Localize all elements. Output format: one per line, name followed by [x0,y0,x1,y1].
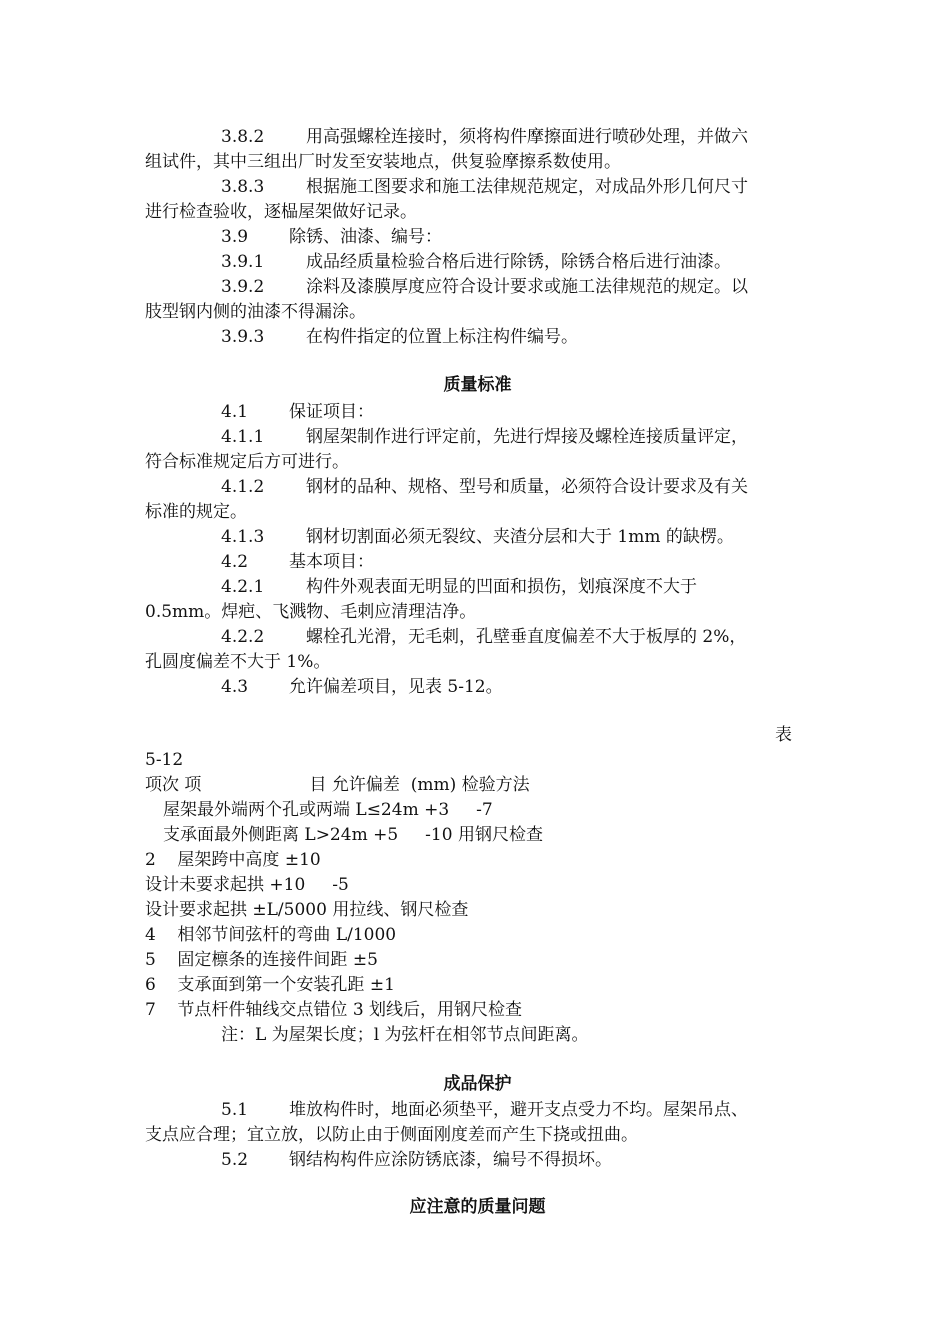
clause-number: 3.9.2 [221,277,265,297]
para-4-2-1-line1: 4.2.1 构件外观表面无明显的凹面和损伤，划痕深度不大于 [221,575,810,600]
para-4-2-2-line1: 4.2.2 螺栓孔光滑，无毛刺，孔壁垂直度偏差不大于板厚的 2%， [221,625,810,650]
table-row: 设计未要求起拱 +10 -5 [145,875,349,895]
para-3-8-2-line1: 3.8.2 用高强螺栓连接时，须将构件摩擦面进行喷砂处理，并做六 [221,125,810,150]
clause-number: 3.8.2 [221,127,265,147]
para-5-1-line2: 支点应合理；宜立放，以防止由于侧面刚度差而产生下挠或扭曲。 [145,1125,638,1145]
table-row: 5 固定檩条的连接件间距 ±5 [145,950,378,970]
clause-number: 4.2 [221,552,249,572]
table-row: 支承面最外侧距离 L>24m +5 -10 用钢尺检查 [163,825,543,845]
table-row: 屋架最外端两个孔或两端 L≤24m +3 -7 [163,800,493,820]
clause-number: 3.9 [221,227,249,247]
table-header: 项次 项 目 允许偏差 (mm) 检验方法 [145,775,530,795]
para-4-1-1-line2: 符合标准规定后方可进行。 [145,452,349,472]
table-note: 注：L 为屋架长度；l 为弦杆在相邻节点间距离。 [221,1025,589,1045]
para-3-9-2-line1: 3.9.2 涂料及漆膜厚度应符合设计要求或施工法律规范的规定。以 [221,275,810,300]
para-3-9-1: 3.9.1 成品经质量检验合格后进行除锈，除锈合格后进行油漆。 [221,250,810,275]
para-3-9-3: 3.9.3 在构件指定的位置上标注构件编号。 [221,325,810,350]
clause-number: 3.9.3 [221,327,265,347]
table-row: 7 节点杆件轴线交点错位 3 划线后，用钢尺检查 [145,1000,523,1020]
table-row: 4 相邻节间弦杆的弯曲 L/1000 [145,925,397,945]
para-5-1-line1: 5.1 堆放构件时，地面必须垫平，避开支点受力不均。屋架吊点、 [221,1098,810,1123]
clause-number: 4.1.1 [221,427,265,447]
clause-number: 4.1.2 [221,477,265,497]
para-5-2: 5.2 钢结构构件应涂防锈底漆，编号不得损坏。 [221,1148,810,1173]
para-4-1-3: 4.1.3 钢材切割面必须无裂纹、夹渣分层和大于 1mm 的缺楞。 [221,525,810,550]
clause-number: 5.2 [221,1150,249,1170]
para-3-8-3-line1: 3.8.3 根据施工图要求和施工法律规范规定，对成品外形几何尺寸 [221,175,810,200]
clause-number: 3.8.3 [221,177,265,197]
para-4-2-1-line2: 0.5mm。焊疤、飞溅物、毛刺应清理洁净。 [145,602,477,622]
clause-number: 4.2.1 [221,577,265,597]
section-heading-issues: 应注意的质量问题 [409,1197,546,1217]
para-4-3: 4.3 允许偏差项目，见表 5-12。 [221,675,810,700]
table-row: 设计要求起拱 ±L/5000 用拉线、钢尺检查 [145,900,469,920]
clause-number: 4.2.2 [221,627,265,647]
para-4-1-2-line1: 4.1.2 钢材的品种、规格、型号和质量，必须符合设计要求及有关 [221,475,810,500]
clause-number: 4.3 [221,677,249,697]
para-4-1: 4.1 保证项目： [221,400,810,425]
para-4-1-2-line2: 标准的规定。 [145,502,247,522]
table-row: 2 屋架跨中高度 ±10 [145,850,321,870]
para-4-2-2-line2: 孔圆度偏差不大于 1%。 [145,652,331,672]
para-3-9-2-line2: 肢型钢内侧的油漆不得漏涂。 [145,302,366,322]
table-number: 5-12 [145,750,184,770]
clause-number: 3.9.1 [221,252,265,272]
clause-number: 4.1 [221,402,249,422]
table-row: 6 支承面到第一个安装孔距 ±1 [145,975,395,995]
section-heading-quality: 质量标准 [443,375,512,395]
clause-number: 4.1.3 [221,527,265,547]
table-label: 表 [775,725,792,745]
para-3-9: 3.9 除锈、油漆、编号： [221,225,810,250]
section-heading-protection: 成品保护 [443,1074,512,1094]
para-3-8-3-line2: 进行检查验收，逐榀屋架做好记录。 [145,202,417,222]
clause-number: 5.1 [221,1100,249,1120]
para-3-8-2-line2: 组试件，其中三组出厂时发至安装地点，供复验摩擦系数使用。 [145,152,621,172]
para-4-1-1-line1: 4.1.1 钢屋架制作进行评定前，先进行焊接及螺栓连接质量评定， [221,425,810,450]
para-4-2: 4.2 基本项目： [221,550,810,575]
